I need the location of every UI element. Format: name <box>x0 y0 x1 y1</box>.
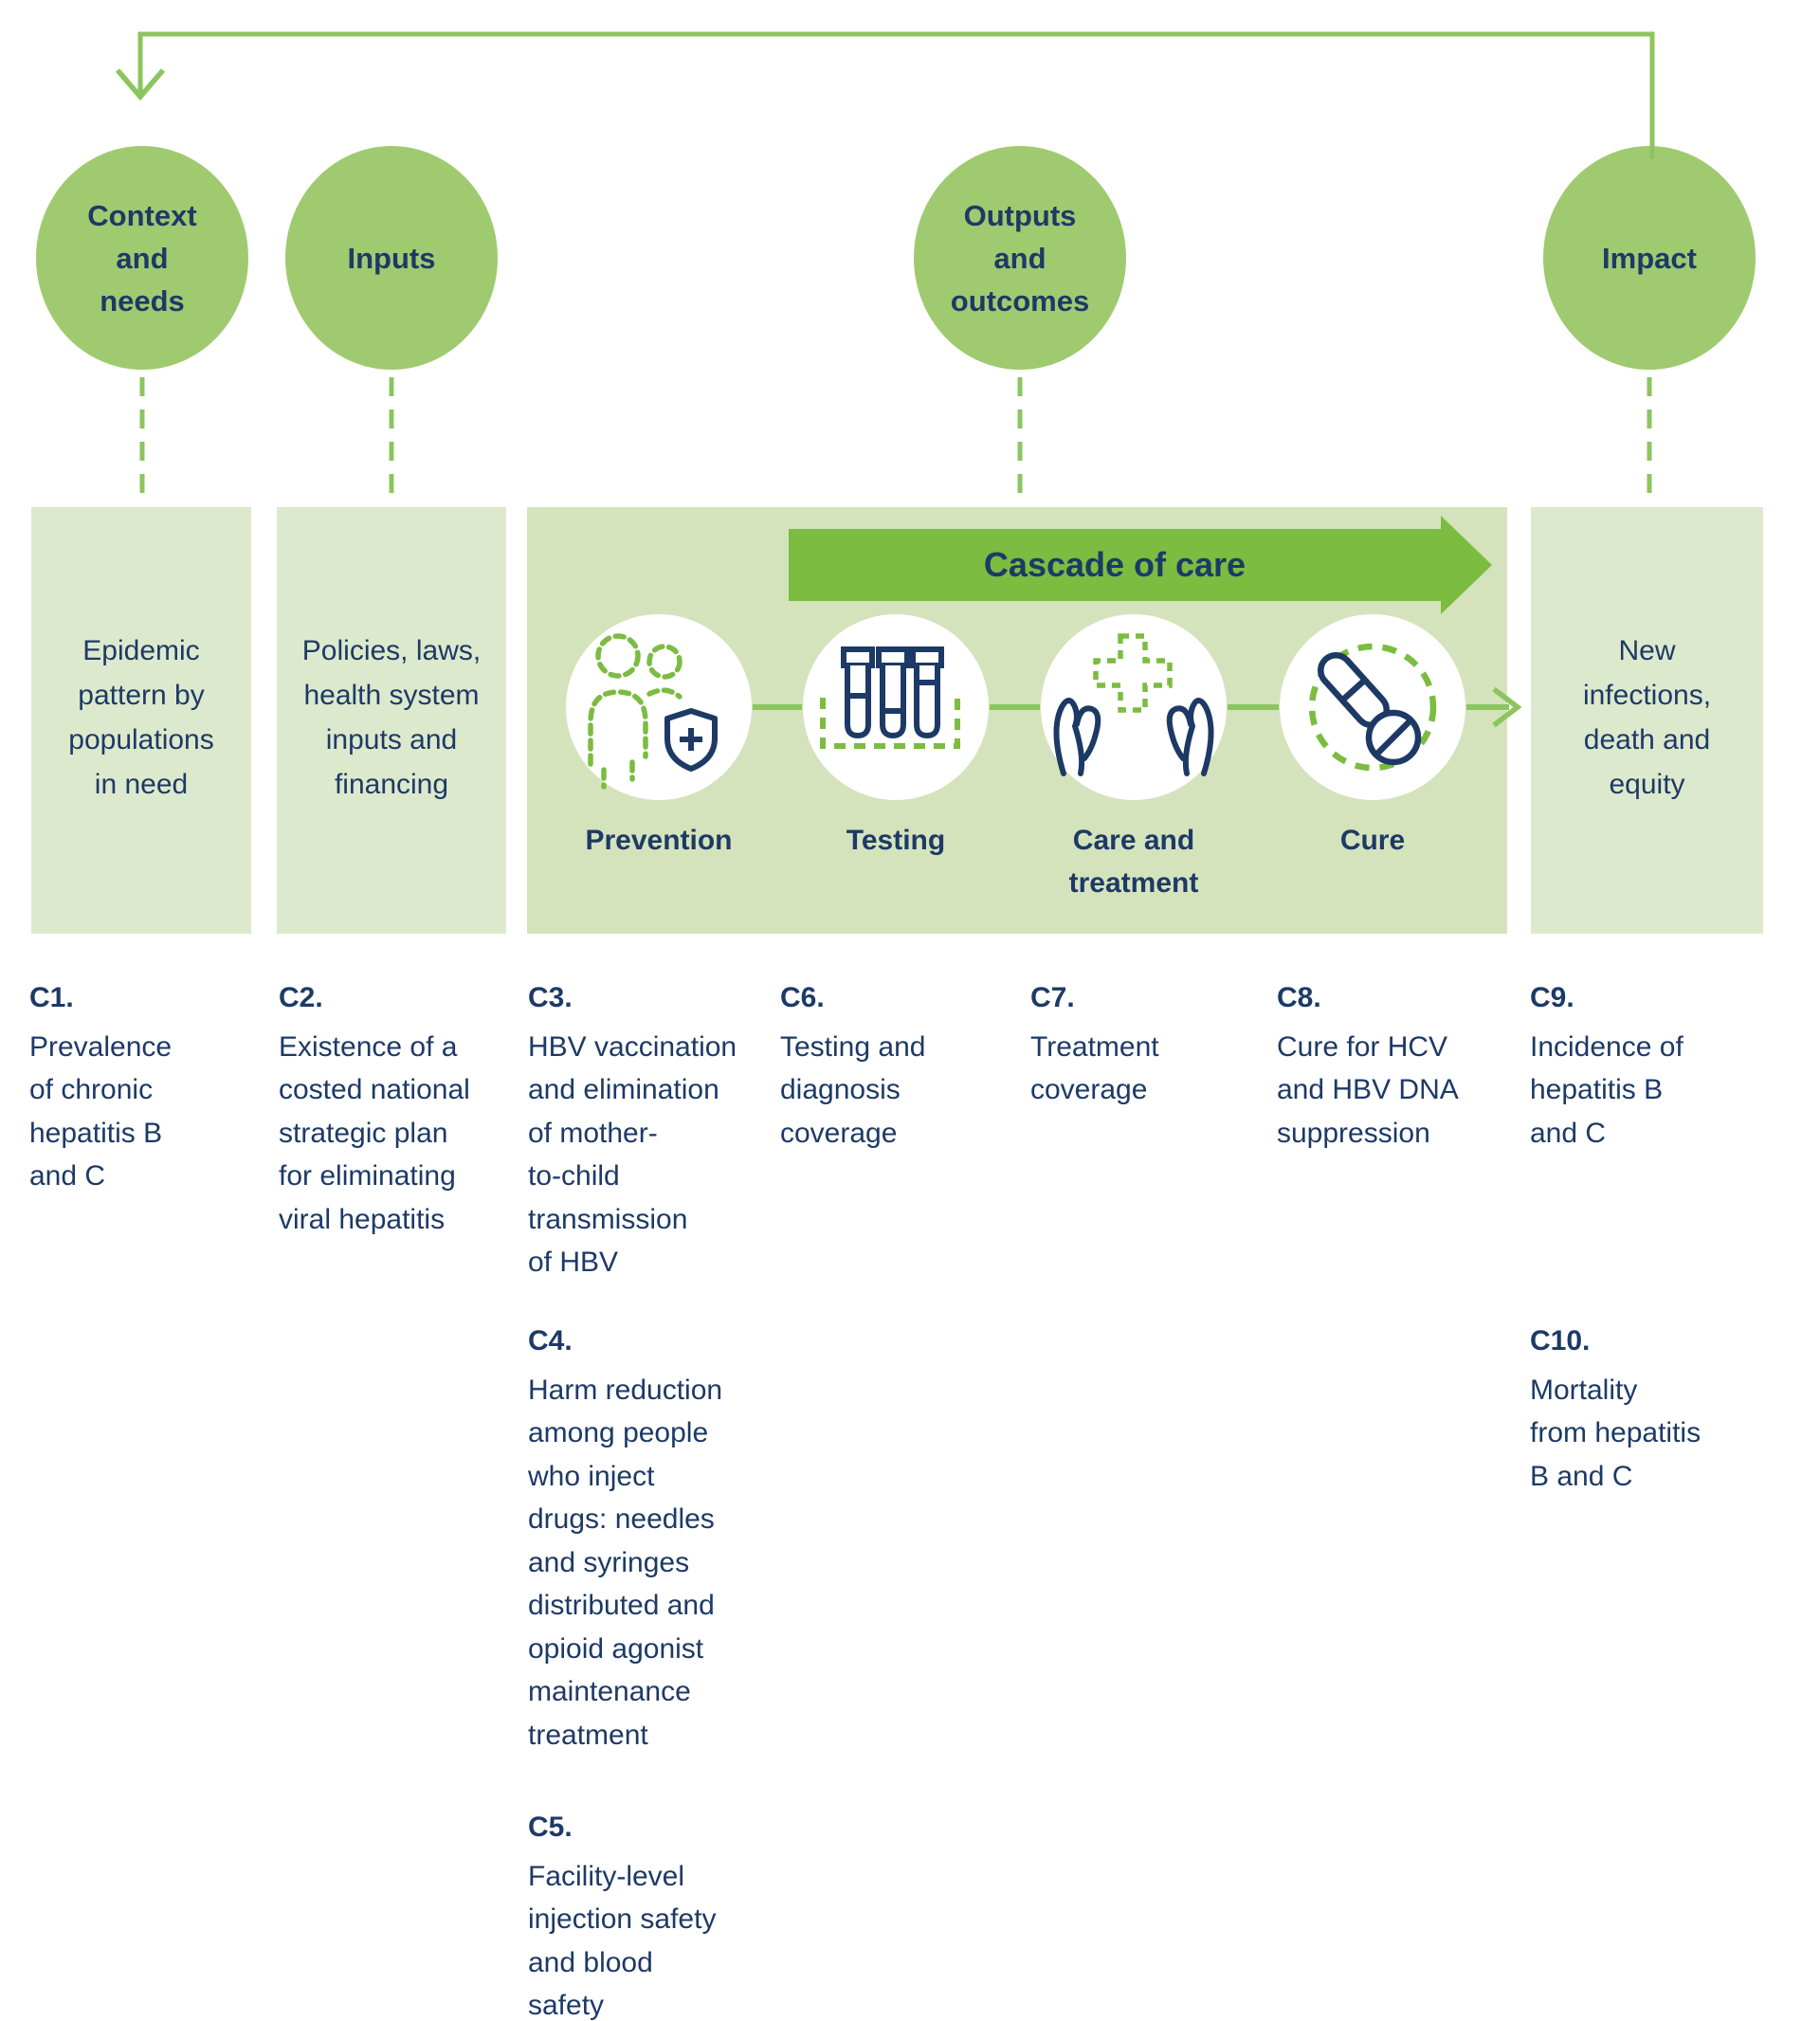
stage-outputs-circle <box>914 146 1126 370</box>
indicator-c6 <box>780 976 925 1155</box>
indicator-c5-id: C5. <box>528 1812 573 1843</box>
indicator-c8-text: Cure for HCV and HBV DNA suppression <box>1277 1030 1459 1149</box>
stage-connectors <box>142 377 1649 504</box>
inputs-box-text: Policies, laws, health system inputs and financing <box>301 635 482 800</box>
context-box-text: Epidemic pattern by populations in need <box>68 635 214 800</box>
indicator-c6-id: C6. <box>780 982 825 1013</box>
indicator-c1 <box>29 976 172 1198</box>
stage-impact-circle <box>1543 146 1756 370</box>
indicator-c5-text: Facility-level injection safety and blood safety <box>528 1860 717 2021</box>
people-shield-icon <box>566 614 752 800</box>
indicator-c3-id: C3. <box>528 982 573 1013</box>
indicator-c3-text: HBV vaccination and elimination of mother- to-child transmission of HBV <box>528 1030 737 1278</box>
indicator-c3 <box>528 976 737 1284</box>
hands-cross-icon <box>1041 614 1227 800</box>
pills-icon <box>1280 614 1465 800</box>
indicator-c10-id: C10. <box>1530 1325 1591 1356</box>
indicator-c10-text: Mortality from hepatitis B and C <box>1530 1374 1702 1492</box>
indicator-c6-text: Testing and diagnosis coverage <box>780 1030 926 1149</box>
indicator-c9-text: Incidence of hepatitis B and C <box>1530 1030 1684 1149</box>
cascade-banner-arrowhead <box>1441 516 1492 614</box>
impact-box-text: New infections, death and equity <box>1582 635 1712 800</box>
stage-impact-label: Impact <box>1602 241 1697 275</box>
stage-context-circle <box>36 146 248 370</box>
indicator-c7-text: Treatment coverage <box>1030 1030 1159 1105</box>
testing-icon-circle <box>803 614 989 800</box>
indicator-c7 <box>1030 976 1159 1112</box>
stage-inputs-circle <box>285 146 498 370</box>
indicator-c1-text: Prevalence of chronic hepatitis B and C <box>29 1030 173 1192</box>
indicator-c2-text: Existence of a costed national strategic plan for eliminating viral hepatitis <box>279 1030 470 1235</box>
stage-context-label: Context and needs <box>87 198 197 318</box>
indicator-c1-id: C1. <box>29 982 74 1013</box>
step-label-cure: Cure <box>1339 825 1406 856</box>
indicator-c7-id: C7. <box>1030 982 1075 1013</box>
impact-box <box>1531 507 1763 934</box>
care-icon-circle <box>1041 614 1227 800</box>
indicator-c2-id: C2. <box>279 982 323 1013</box>
indicator-c9-id: C9. <box>1530 982 1574 1013</box>
indicator-c2 <box>279 976 470 1241</box>
stage-inputs-label: Inputs <box>347 241 436 275</box>
indicator-c4 <box>528 1320 722 1757</box>
cure-icon-circle <box>1280 614 1465 800</box>
step-label-prevention: Prevention <box>585 825 733 856</box>
step-label-care-treatment: Care and treatment <box>1068 825 1199 899</box>
indicator-c8 <box>1277 976 1459 1155</box>
indicator-c10 <box>1530 1320 1701 1498</box>
context-box <box>31 507 251 934</box>
cascade-banner <box>789 529 1441 601</box>
inputs-box <box>277 507 506 934</box>
indicator-c5 <box>528 1806 716 2021</box>
prevention-icon-circle <box>566 614 752 800</box>
test-tubes-icon <box>803 614 989 800</box>
stage-outputs-label: Outputs and outcomes <box>950 198 1090 318</box>
indicator-c4-text: Harm reduction among people who inject drugs: needles and syringes distributed and opioid agonist maintenance treatment <box>528 1374 723 1751</box>
indicator-c9 <box>1530 976 1684 1155</box>
indicator-c4-id: C4. <box>528 1325 573 1356</box>
cascade-banner-label: Cascade of care <box>983 545 1247 584</box>
step-label-testing: Testing <box>846 825 946 856</box>
feedback-arrow <box>118 34 1652 159</box>
indicator-c8-id: C8. <box>1277 982 1321 1013</box>
